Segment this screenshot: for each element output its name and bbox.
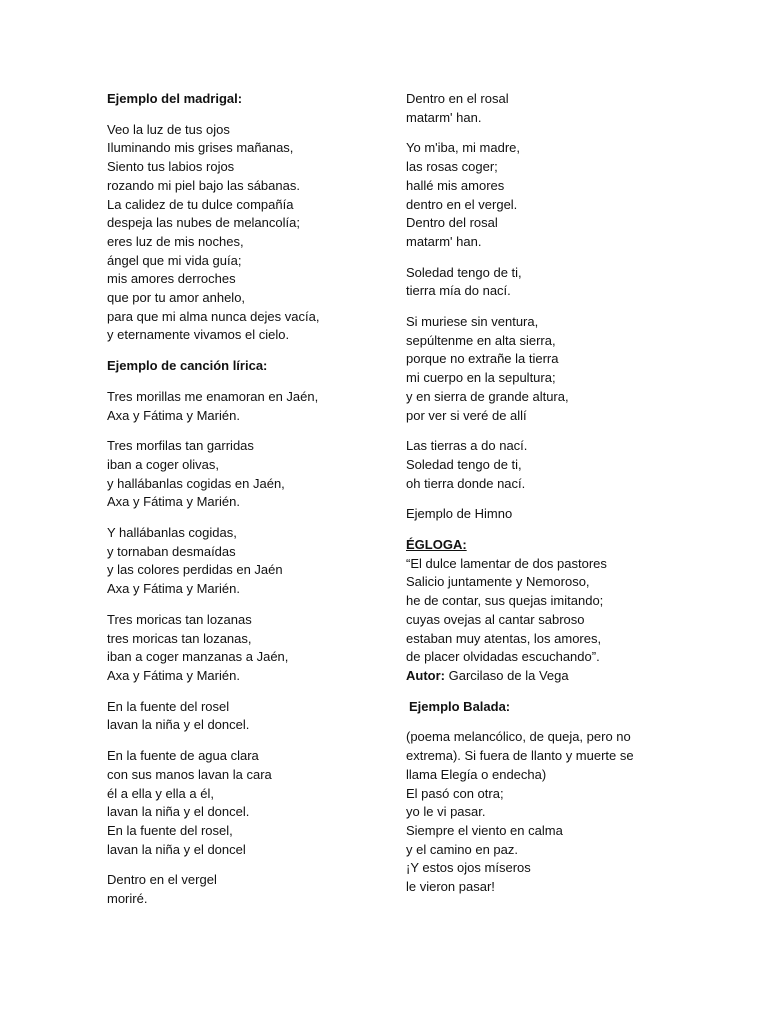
poem-line: moriré.	[107, 891, 148, 907]
madrigal-poem	[107, 121, 367, 345]
poem-line: para que mi alma nunca dejes vacía,	[107, 308, 320, 324]
poem-line: Dentro del rosal	[406, 215, 498, 231]
poem-line: ¡Y estos ojos míseros	[406, 860, 531, 876]
poem-line: En la fuente del rosel	[107, 698, 230, 714]
poem-line: Dentro en el rosal	[406, 91, 509, 106]
cancion-stanza	[107, 698, 367, 735]
balada-heading: Ejemplo Balada:	[409, 698, 511, 714]
poem-line: tres moricas tan lozanas,	[107, 630, 252, 646]
poem-line: Salicio juntamente y Nemoroso,	[406, 574, 590, 590]
cancion-stanza	[107, 611, 367, 686]
poem-line: iban a coger olivas,	[107, 456, 220, 472]
poem-line: lavan la niña y el doncel.	[107, 804, 250, 820]
poem-line: matarm' han.	[406, 233, 482, 249]
poem-line: Soledad tengo de ti,	[406, 264, 522, 280]
poem-line: El pasó con otra;	[406, 785, 504, 801]
poem-line: le vieron pasar!	[406, 879, 495, 895]
author-label: Autor:	[406, 667, 445, 683]
poem-line: Tres morfilas tan garridas	[107, 438, 254, 454]
poem-line: mis amores derroches	[107, 271, 236, 287]
poem-line: Tres morillas me enamoran en Jaén,	[107, 388, 319, 404]
cancion-heading: Ejemplo de canción lírica:	[107, 358, 268, 374]
poem-line: y las colores perdidas en Jaén	[107, 562, 283, 578]
madrigal-heading: Ejemplo del madrigal:	[107, 91, 243, 106]
poem-line: Yo m'iba, mi madre,	[406, 140, 520, 156]
poem-line: por ver si veré de allí	[406, 407, 527, 423]
poem-line: matarm' han.	[406, 109, 482, 125]
poem-line: La calidez de tu dulce compañía	[107, 196, 294, 212]
poem-line: Y hallábanlas cogidas,	[107, 525, 237, 541]
poem-line: Las tierras a do nací.	[406, 438, 528, 454]
cancion-stanza	[107, 388, 367, 425]
poem-line: llama Elegía o endecha)	[406, 766, 547, 782]
poem-line: él a ella y ella a él,	[107, 785, 214, 801]
cancion-stanza	[406, 139, 646, 251]
cancion-stanza	[406, 313, 646, 425]
poem-line: Tres moricas tan lozanas	[107, 611, 252, 627]
poem-line: con sus manos lavan la cara	[107, 766, 272, 782]
cancion-stanza	[107, 524, 367, 599]
himno-label: Ejemplo de Himno	[406, 506, 513, 522]
cancion-stanza	[107, 747, 367, 859]
poem-line: Iluminando mis grises mañanas,	[107, 140, 294, 156]
poem-line: lavan la niña y el doncel	[107, 841, 246, 857]
poem-line: porque no extrañe la tierra	[406, 351, 559, 367]
poem-line: sepúltenme en alta sierra,	[406, 332, 556, 348]
poem-line: de placer olvidadas escuchando”.	[406, 649, 600, 665]
poem-line: y en sierra de grande altura,	[406, 388, 569, 404]
left-column	[107, 90, 367, 921]
poem-line: he de contar, sus quejas imitando;	[406, 593, 604, 609]
egloga-heading: ÉGLOGA:	[406, 537, 467, 553]
poem-line: Si muriese sin ventura,	[406, 314, 539, 330]
poem-line: eres luz de mis noches,	[107, 233, 244, 249]
poem-line: y tornaban desmaídas	[107, 543, 236, 559]
poem-line: En la fuente de agua clara	[107, 748, 259, 764]
poem-line: Axa y Fátima y Marién.	[107, 494, 240, 510]
poem-line: y eternamente vivamos el cielo.	[107, 327, 290, 343]
poem-line: oh tierra donde nací.	[406, 475, 526, 491]
poem-line: yo le vi pasar.	[406, 804, 486, 820]
cancion-stanza	[406, 264, 646, 301]
poem-line: tierra mía do nací.	[406, 283, 511, 299]
poem-line: mi cuerpo en la sepultura;	[406, 370, 556, 386]
poem-line: Siento tus labios rojos	[107, 159, 235, 175]
poem-line: estaban muy atentas, los amores,	[406, 630, 602, 646]
balada-poem	[406, 728, 646, 896]
poem-line: ángel que mi vida guía;	[107, 252, 242, 268]
cancion-stanza	[107, 437, 367, 512]
poem-line: Siempre el viento en calma	[406, 822, 563, 838]
poem-line: y el camino en paz.	[406, 841, 519, 857]
poem-line: Axa y Fátima y Marién.	[107, 581, 240, 597]
cancion-stanza	[107, 871, 367, 908]
right-column	[406, 90, 646, 909]
poem-line: despeja las nubes de melancolía;	[107, 215, 300, 231]
poem-line: Axa y Fátima y Marién.	[107, 667, 240, 683]
poem-line: Veo la luz de tus ojos	[107, 121, 230, 137]
poem-line: lavan la niña y el doncel.	[107, 717, 250, 733]
author-line	[406, 667, 646, 686]
poem-line: (poema melancólico, de queja, pero no	[406, 729, 631, 745]
poem-line: las rosas coger;	[406, 159, 498, 175]
poem-line: “El dulce lamentar de dos pastores	[406, 555, 607, 571]
poem-line: y hallábanlas cogidas en Jaén,	[107, 475, 285, 491]
poem-line: hallé mis amores	[406, 177, 505, 193]
author-name: Garcilaso de la Vega	[448, 667, 569, 683]
poem-line: cuyas ovejas al cantar sabroso	[406, 611, 585, 627]
poem-line: Dentro en el vergel	[107, 872, 217, 888]
poem-line: Soledad tengo de ti,	[406, 456, 522, 472]
poem-line: que por tu amor anhelo,	[107, 290, 246, 306]
poem-line: iban a coger manzanas a Jaén,	[107, 649, 289, 665]
poem-line: Axa y Fátima y Marién.	[107, 407, 240, 423]
poem-line: rozando mi piel bajo las sábanas.	[107, 177, 300, 193]
poem-line: extrema). Si fuera de llanto y muerte se	[406, 748, 634, 764]
cancion-stanza	[406, 437, 646, 493]
poem-line: dentro en el vergel.	[406, 196, 518, 212]
poem-line: En la fuente del rosel,	[107, 822, 233, 838]
egloga-section	[406, 536, 646, 686]
cancion-stanza	[406, 90, 646, 127]
